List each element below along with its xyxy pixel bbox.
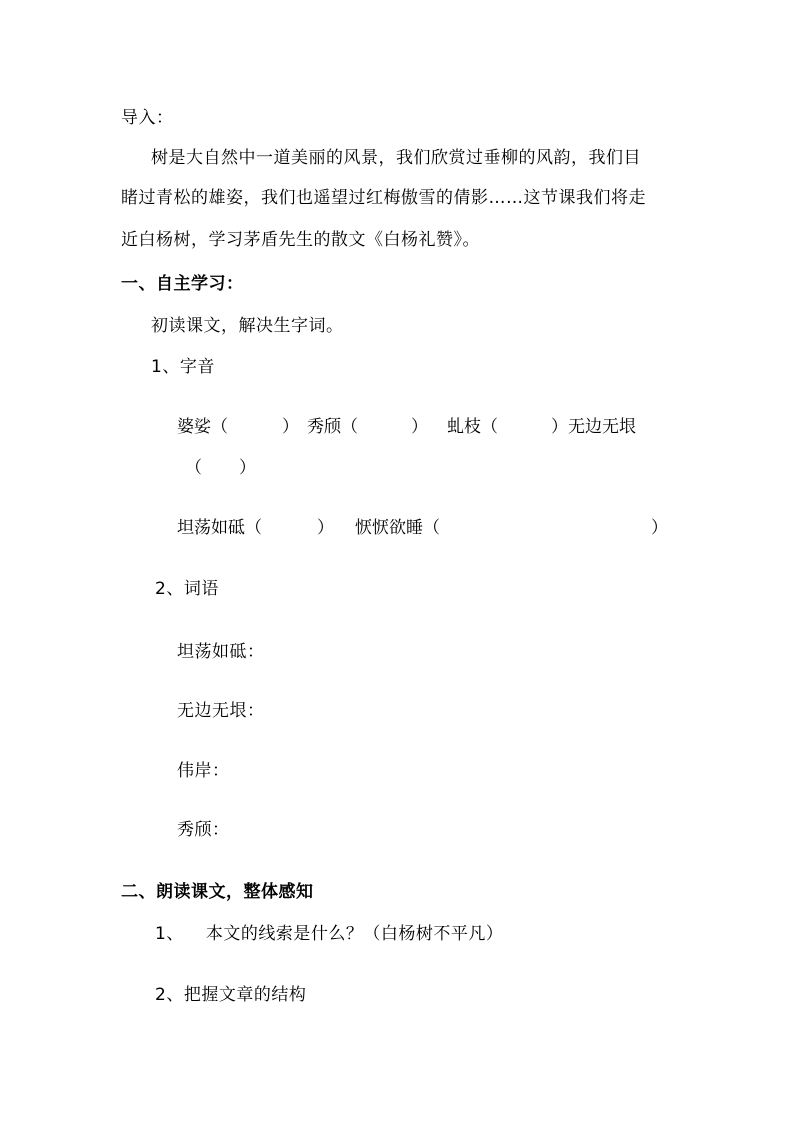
term-tandangrudi: 坦荡如砥（	[177, 518, 262, 538]
word-xiuqi: 秀颀：	[177, 820, 230, 840]
term-xiuqi: 秀颀（	[307, 417, 358, 437]
blank-open-4: （	[185, 458, 202, 478]
blank-close-1: ）	[282, 417, 299, 437]
subheading-words: 2、词语	[155, 579, 219, 599]
intro-paragraph-line-2: 睹过青松的雄姿，我们也遥望过红梅傲雪的倩影……这节课我们将走	[121, 188, 646, 208]
intro-label: 导入：	[121, 108, 174, 128]
intro-paragraph-line-1: 树是大自然中一道美丽的风景，我们欣赏过垂柳的风韵，我们目	[151, 148, 641, 168]
question-1-text: 本文的线索是什么？（白杨树不平凡）	[205, 924, 504, 944]
question-1	[155, 922, 503, 946]
term-wubianwuyin: ）无边无垠	[551, 417, 636, 437]
blank-close-7: ）	[651, 518, 668, 538]
word-wubianwuyin: 无边无垠：	[177, 701, 265, 721]
section-intro-text: 初读课文，解决生字词。	[151, 316, 344, 336]
term-yanyanyushui: 恹恹欲睡（	[355, 518, 440, 538]
term-qiuzhi: 虬枝（	[447, 417, 498, 437]
word-weian: 伟岸：	[177, 761, 230, 781]
blank-close-4: ）	[239, 458, 256, 478]
intro-paragraph-line-3: 近白杨树，学习茅盾先生的散文《白杨礼赞》。	[121, 230, 480, 250]
question-1-number: 1、	[155, 924, 184, 944]
blank-close-5: ）	[317, 518, 334, 538]
question-2: 2、把握文章的结构	[155, 985, 307, 1005]
blank-close-2: ）	[411, 417, 428, 437]
section-heading-self-study: 一、自主学习：	[121, 274, 244, 294]
section-heading-reading: 二、朗读课文，整体感知	[121, 882, 314, 902]
term-posuo: 婆娑（	[177, 417, 228, 437]
subheading-pronunciation: 1、字音	[151, 357, 215, 377]
word-tandangrudi: 坦荡如砥：	[177, 642, 265, 662]
